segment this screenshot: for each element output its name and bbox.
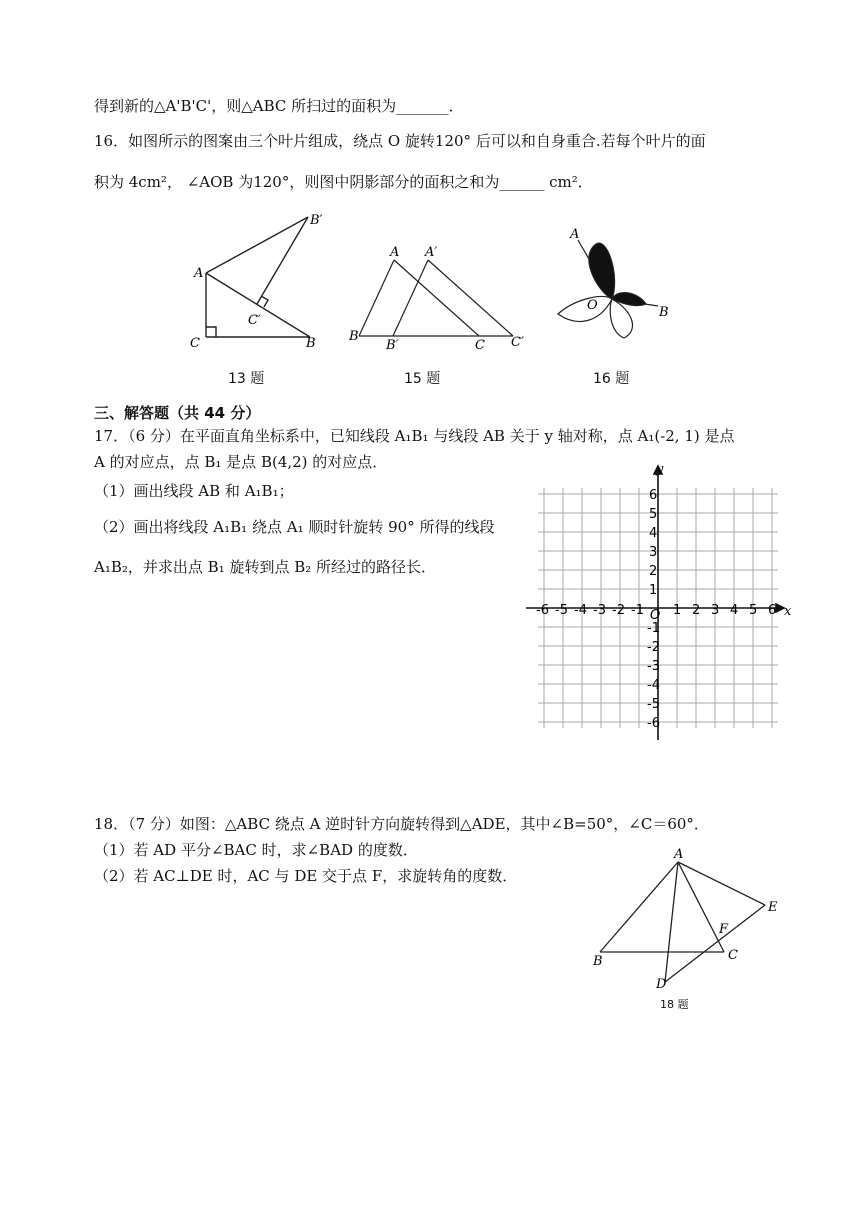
y-tick-label: -6 — [647, 716, 660, 731]
q18-part1: （1）若 AD 平分∠BAC 时，求∠BAD 的度数． — [94, 841, 418, 859]
q18-part2: （2）若 AC⊥DE 时，AC 与 DE 交于点 F，求旋转角的度数． — [94, 867, 518, 885]
fig18-label-a: A — [674, 847, 684, 862]
figure-18 — [585, 845, 785, 995]
x-tick-label: -2 — [612, 603, 625, 618]
x-tick-label: -4 — [574, 603, 587, 618]
x-tick-label: -5 — [555, 603, 568, 618]
section-heading: 三、解答题（共 44 分） — [94, 404, 261, 422]
x-tick-label: 1 — [673, 603, 682, 618]
y-tick-label: -3 — [647, 659, 660, 674]
fig16-label-b: B — [659, 305, 669, 320]
y-tick-label: 5 — [649, 507, 658, 522]
y-tick-label: 6 — [649, 488, 658, 503]
y-tick-label: -2 — [647, 640, 660, 655]
q16-line2: 积为 4cm²， ∠AOB 为120°，则图中阴影部分的面积之和为______ cm²． — [94, 173, 593, 191]
fig15-label-c: C — [475, 338, 485, 353]
x-tick-label: 3 — [711, 603, 720, 618]
fig16-label-o: O — [587, 298, 598, 313]
fig15-label-b: B — [349, 329, 359, 344]
fig13-label-c: C — [190, 336, 200, 351]
fig15-label-a: A — [390, 245, 400, 260]
q17-part2a: （2）画出将线段 A₁B₁ 绕点 A₁ 顺时针旋转 90° 所得的线段 — [94, 518, 495, 536]
figure-16 — [548, 222, 678, 357]
y-axis-label: y — [656, 462, 664, 477]
y-tick-label: -5 — [647, 697, 660, 712]
y-tick-label: 3 — [649, 545, 658, 560]
q17-part1: （1）画出线段 AB 和 A₁B₁； — [94, 482, 294, 500]
q17-line2: A 的对应点，点 B₁ 是点 B(4,2) 的对应点． — [94, 453, 388, 471]
fig15-caption: 15 题 — [404, 371, 441, 387]
fig18-label-f: F — [719, 922, 729, 937]
fig13-label-a: A — [194, 266, 204, 281]
x-axis-label: x — [784, 604, 792, 619]
fig18-label-d: D — [656, 977, 667, 992]
fig18-label-b: B — [593, 954, 603, 969]
y-tick-label: -1 — [647, 621, 660, 636]
fig15-label-ap: A′ — [425, 245, 438, 260]
x-tick-label: -6 — [536, 603, 549, 618]
y-tick-label: 4 — [649, 526, 658, 541]
x-tick-label: -3 — [593, 603, 606, 618]
x-tick-label: -1 — [631, 603, 644, 618]
x-tick-label: 2 — [692, 603, 701, 618]
q15-tail: 得到新的△A'B'C'，则△ABC 所扫过的面积为_______． — [94, 97, 464, 115]
fig18-label-e: E — [768, 900, 778, 915]
fig13-label-cp: C′ — [248, 313, 261, 328]
fig13-caption: 13 题 — [228, 371, 265, 387]
y-tick-label: -4 — [647, 678, 660, 693]
fig18-label-c: C — [728, 948, 738, 963]
q16-line1: 16．如图所示的图案由三个叶片组成，绕点 O 旋转120° 后可以和自身重合.若每个叶片的面 — [94, 132, 706, 150]
fig16-caption: 16 题 — [593, 371, 630, 387]
x-tick-label: 6 — [768, 603, 777, 618]
fig13-label-bp: B′ — [310, 213, 323, 228]
fig16-label-a: A — [570, 227, 580, 242]
fig15-label-bp: B′ — [386, 338, 399, 353]
y-tick-label: 2 — [649, 564, 658, 579]
y-tick-label: 1 — [649, 583, 658, 598]
x-tick-label: 5 — [749, 603, 758, 618]
x-tick-label: 4 — [730, 603, 739, 618]
q17-line1: 17．（6 分）在平面直角坐标系中，已知线段 A₁B₁ 与线段 AB 关于 y 轴对称，点 A₁(-2, 1) 是点 — [94, 427, 735, 445]
coordinate-grid — [522, 462, 794, 742]
q18-line1: 18．（7 分）如图：△ABC 绕点 A 逆时针方向旋转得到△ADE，其中∠B=50°，∠C＝60°． — [94, 815, 709, 833]
fig15-label-cp: C′ — [511, 335, 524, 350]
x-axis-arrow — [776, 604, 784, 612]
q17-part2b: A₁B₂，并求出点 B₁ 旋转到点 B₂ 所经过的路径长． — [94, 558, 437, 576]
figure-15 — [345, 240, 545, 360]
figure-13 — [180, 210, 340, 360]
origin-label: O — [650, 608, 661, 623]
fig13-label-b: B — [306, 336, 316, 351]
fig18-caption: 18 题 — [660, 998, 689, 1011]
